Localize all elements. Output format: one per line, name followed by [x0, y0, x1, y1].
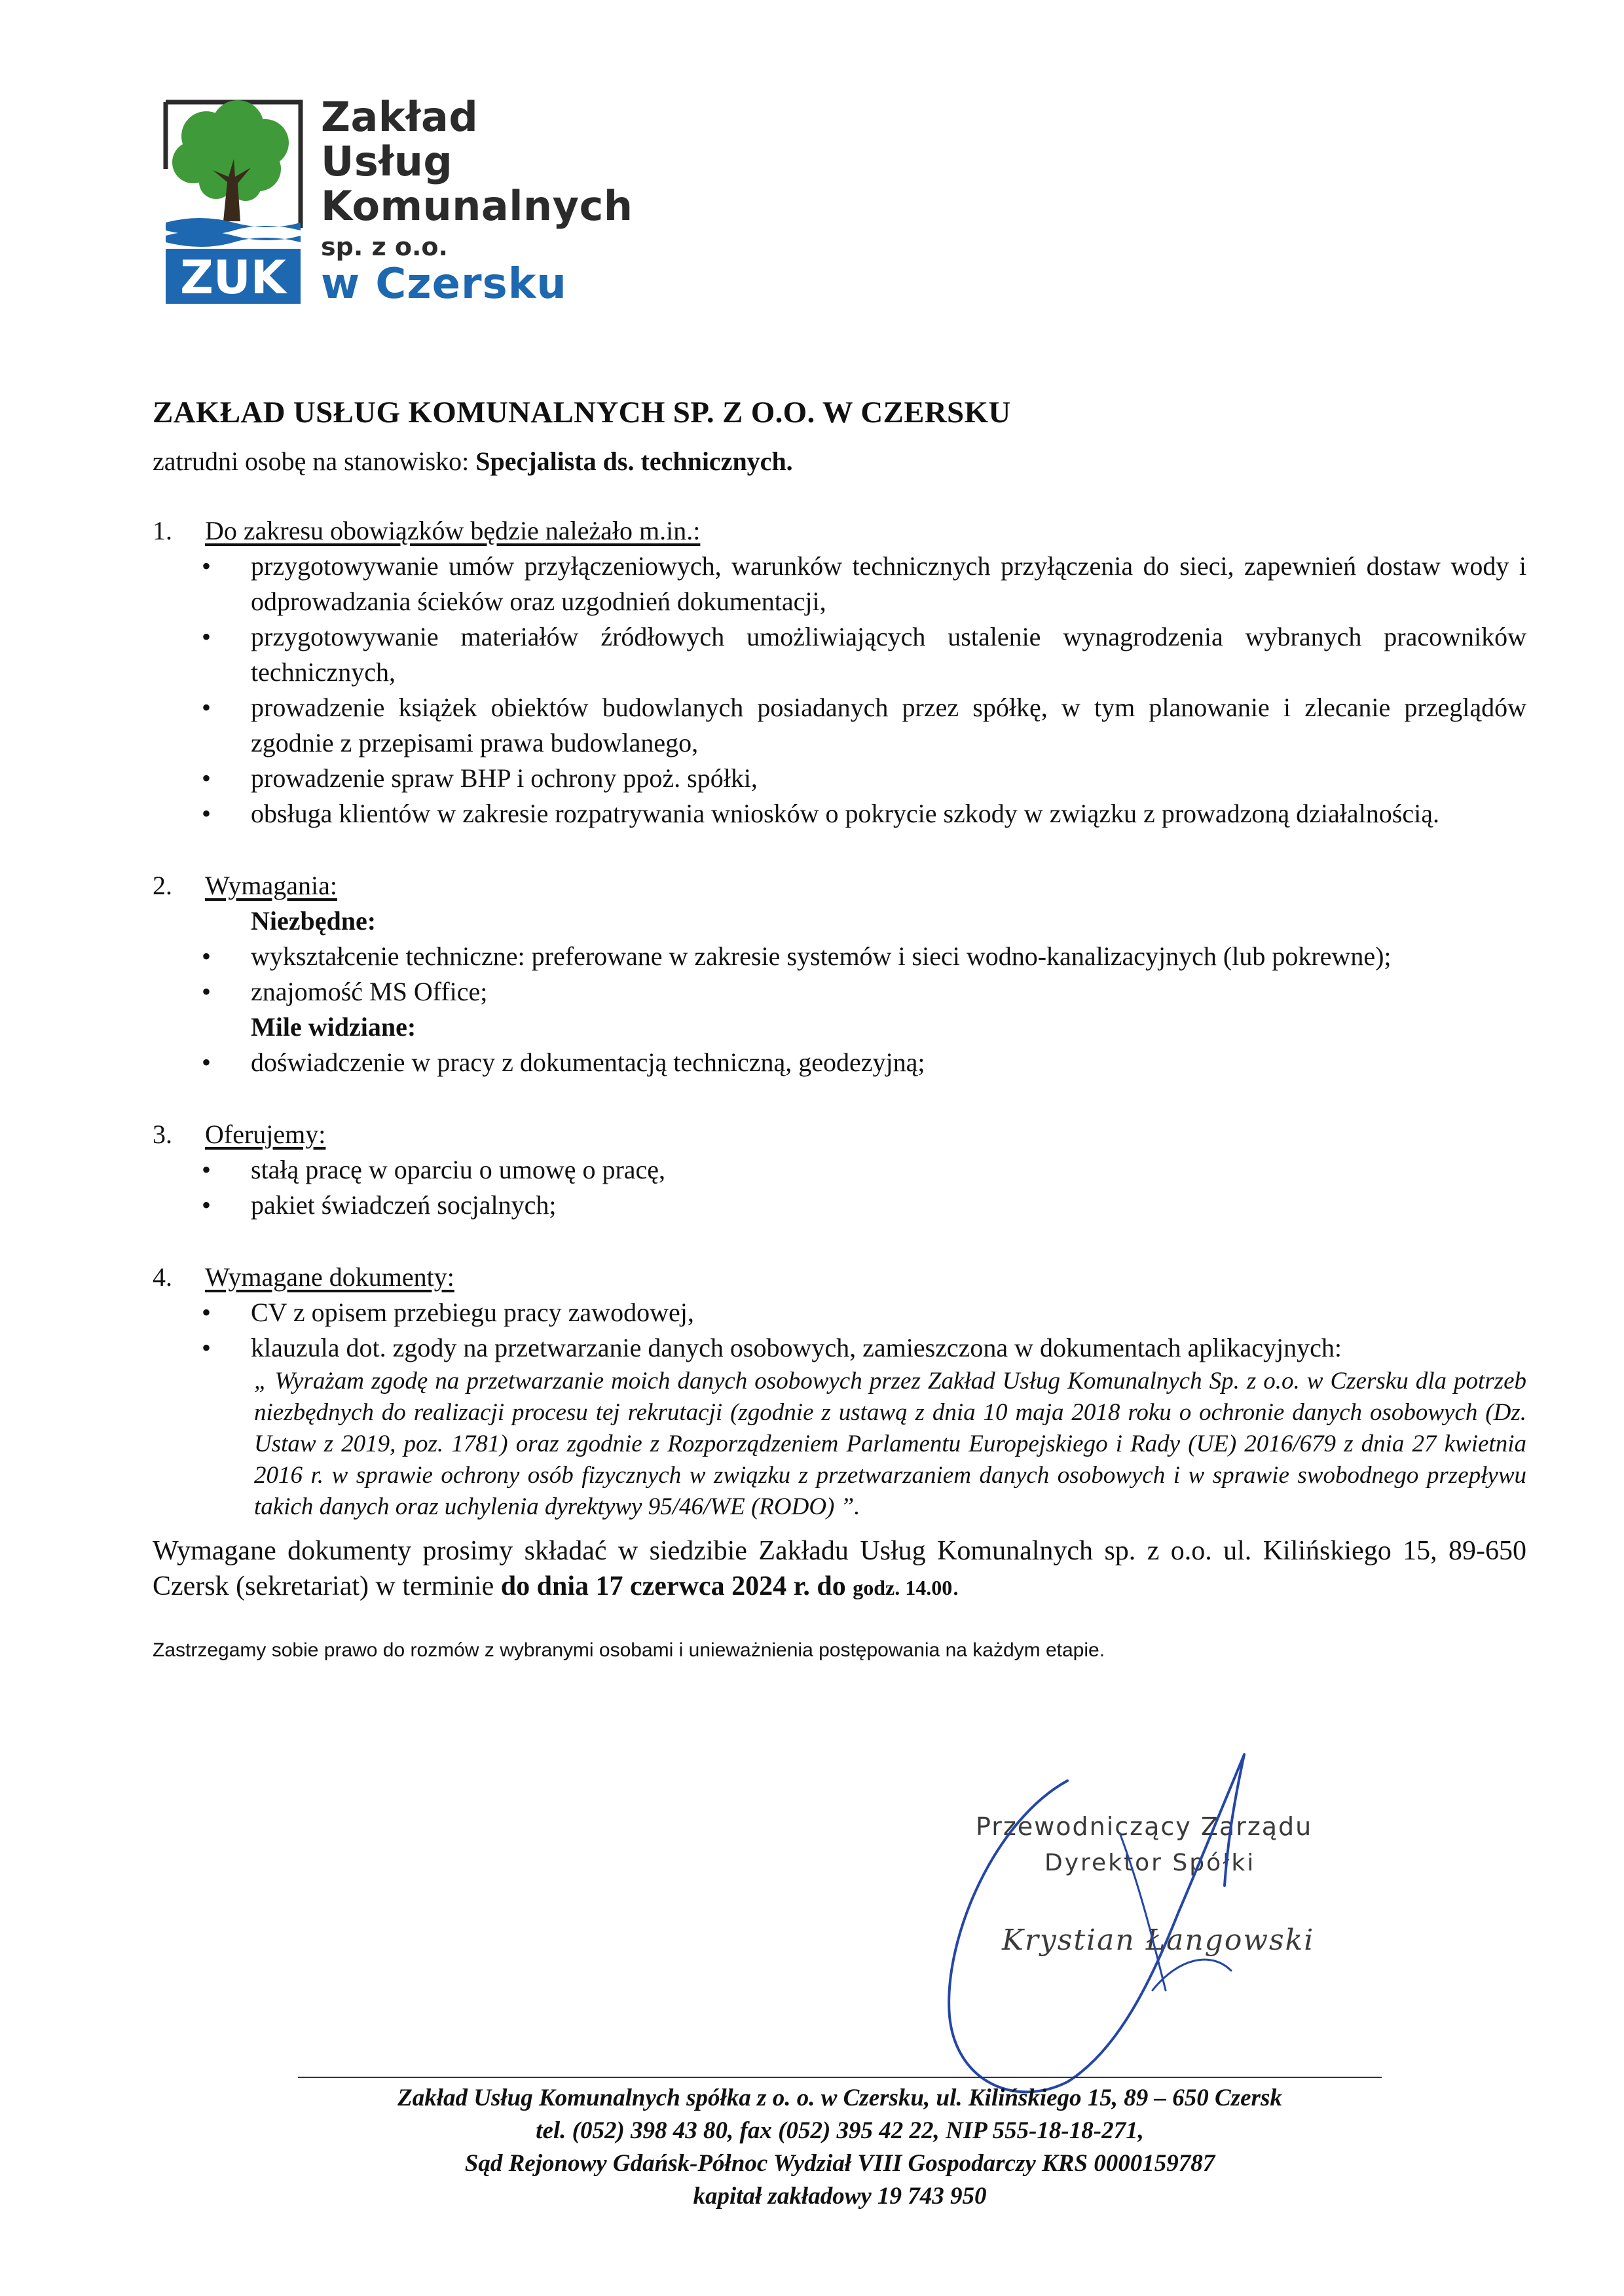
intro-prefix: zatrudni osobę na stanowisko:	[153, 446, 476, 476]
section-number: 3.	[153, 1120, 172, 1149]
stamp-title: Przewodniczący Zarządu	[976, 1812, 1313, 1841]
logo-line-1: Zakład	[321, 93, 479, 141]
list-item: • znajomość MS Office;	[153, 974, 1526, 1010]
consent-clause: „ Wyrażam zgodę na przetwarzanie moich danych osobowych przez Zakład Usług Komunalnych Sp. z o.o. w Czersku dla potrzeb niezbędnych do realizacji procesu tej rekrutacji (zgodnie z ustawą z dnia 10 maja 2018 roku o ochronie danych osobowych (Dz. Ustaw z 2019, poz. 1781) oraz zgodnie z Rozporządzeniem Parlamentu Europejskiego i Rady (UE) 2016/679 z dnia 27 kwietnia 2016 r. w sprawie ochrony osób fizycznych w związku z przetwarzaniem danych osobowych i w sprawie swobodnego przepływu takich danych oraz uchylenia dyrektywy 95/46/WE (RODO) ”.	[254, 1368, 1526, 1520]
logo-line-2: Usług	[321, 137, 453, 185]
section-number: 2.	[153, 871, 172, 900]
stamp-subtitle: Dyrektor Spółki	[1044, 1850, 1256, 1876]
logo-line-4: sp. z o.o.	[321, 232, 448, 261]
section-title: Wymagania:	[205, 871, 337, 900]
section-duties	[153, 513, 1526, 831]
list-item: • doświadczenie w pracy z dokumentacją techniczną, geodezyjną;	[153, 1045, 1526, 1080]
footer-address: Zakład Usług Komunalnych spółka z o. o. w Czersku, ul. Kilińskiego 15, 89 – 650 Czersk	[397, 2085, 1282, 2111]
required-list	[153, 939, 1526, 1010]
section-requirements	[153, 868, 1526, 1080]
list-item: • wykształcenie techniczne: preferowane w zakresie systemów i sieci wodno-kanalizacyjnych (lub pokrewne);	[153, 939, 1526, 974]
deadline-date: do dnia 17 czerwca 2024 r. do	[500, 1571, 846, 1601]
company-footer	[298, 2082, 1382, 2213]
stamp-name: Krystian Łangowski	[1002, 1923, 1315, 1957]
required-label: Niezbędne:	[251, 906, 377, 936]
list-item: • przygotowywanie umów przyłączeniowych, warunków technicznych przyłączenia do sieci, zapewnień dostaw wody i odprowadzania ścieków oraz uzgodnień dokumentacji,	[153, 549, 1526, 619]
offer-list	[153, 1152, 1526, 1223]
section-offer	[153, 1117, 1526, 1223]
section-number: 1.	[153, 516, 172, 545]
footer-divider	[298, 2077, 1382, 2078]
list-item: • przygotowywanie materiałów źródłowych umożliwiających ustalenie wynagrodzenia wybranych pracowników technicznych,	[153, 619, 1526, 690]
list-item: • obsługa klientów w zakresie rozpatrywania wniosków o pokrycie szkody w związku z prowadzoną działalnością.	[153, 796, 1526, 831]
nice-to-have-list	[153, 1045, 1526, 1080]
intro-line	[153, 444, 1526, 479]
list-item: • prowadzenie książek obiektów budowlanych posiadanych przez spółkę, w tym planowanie i zlecanie przeglądów zgodnie z przepisami prawa budowlanego,	[153, 690, 1526, 761]
deadline-text: Wymagane dokumenty prosimy składać w siedzibie Zakładu Usług Komunalnych sp. z o.o. ul. Kilińskiego 15, 89-650 Czersk (sekretariat) w terminie	[153, 1536, 1526, 1601]
logo-tree-emblem	[160, 97, 306, 308]
section-documents	[153, 1260, 1526, 1523]
section-number: 4.	[153, 1262, 172, 1292]
reservation-note: Zastrzegamy sobie prawo do rozmów z wybranymi osobami i unieważnienia postępowania na każdym etapie.	[153, 1639, 1105, 1661]
list-item: • stałą pracę w oparciu o umowę o pracę,	[153, 1152, 1526, 1188]
logo-line-5: w Czersku	[321, 260, 567, 308]
list-item: • klauzula dot. zgody na przetwarzanie danych osobowych, zamieszczona w dokumentach aplikacyjnych:	[153, 1330, 1526, 1366]
footer-registry: Sąd Rejonowy Gdańsk-Północ Wydział VIII Gospodarczy KRS 0000159787	[464, 2150, 1215, 2177]
list-item: • prowadzenie spraw BHP i ochrony ppoż. spółki,	[153, 761, 1526, 796]
duties-list	[153, 549, 1526, 831]
documents-list	[153, 1295, 1526, 1366]
logo-line-3: Komunalnych	[321, 182, 633, 230]
document-body	[153, 393, 1526, 1688]
company-logo	[160, 93, 633, 313]
footer-contact: tel. (052) 398 43 80, fax (052) 395 42 22, NIP 555-18-18-271,	[536, 2117, 1144, 2144]
logo-wordmark	[321, 93, 633, 308]
deadline-hour: godz. 14.00	[853, 1576, 953, 1599]
list-item: • CV z opisem przebiegu pracy zawodowej,	[153, 1295, 1526, 1330]
section-title: Oferujemy:	[205, 1120, 326, 1149]
submission-deadline	[153, 1533, 1526, 1605]
logo-badge: ZUK	[180, 251, 286, 304]
deadline-end: .	[952, 1571, 959, 1601]
list-item: • pakiet świadczeń socjalnych;	[153, 1188, 1526, 1223]
nice-to-have-label: Mile widziane:	[251, 1012, 416, 1042]
section-title: Wymagane dokumenty:	[205, 1262, 454, 1292]
document-heading: ZAKŁAD USŁUG KOMUNALNYCH SP. Z O.O. W CZERSKU	[153, 395, 1011, 429]
footer-capital: kapitał zakładowy 19 743 950	[693, 2183, 987, 2210]
position-title: Specjalista ds. technicznych.	[475, 446, 793, 476]
section-title: Do zakresu obowiązków będzie należało m.in.:	[205, 516, 701, 545]
handwritten-signature	[904, 1741, 1323, 2108]
